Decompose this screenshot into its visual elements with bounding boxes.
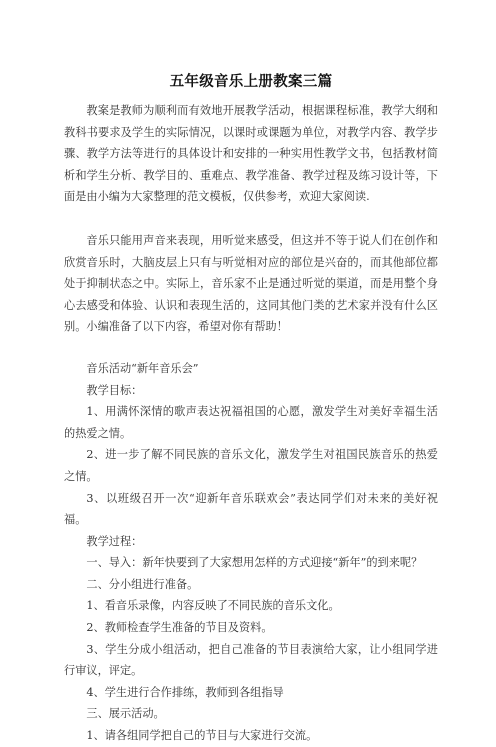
process-step: 三、展示活动。: [86, 707, 165, 721]
intro-paragraph-2: 音乐只能用声音来表现，用听觉来感受，但这并不等于说人们在创作和欣赏音乐时，大脑皮层上只有与听觉相对应的部位是兴奋的，而其他部位都处于抑制状态之中。实际上，音乐家不止是通过听觉的渠道，而是用整个身心去感受和体验、认识和表现生活的，这同其他门类的艺术家并没有什么区别。小编准备了以下内容，希望对你有帮助！: [64, 233, 438, 334]
process-step: 一、导入：新年快要到了大家想用怎样的方式迎接“新年”的到来呢？: [86, 556, 423, 570]
paragraph-gap: [64, 338, 438, 358]
document-title: 五年级音乐上册教案三篇: [169, 74, 333, 90]
paragraph-gap: [64, 208, 438, 230]
process-substep: 1、看音乐录像，内容反映了不同民族的音乐文化。: [86, 599, 340, 613]
goal-item: 2、进一步了解不同民族的音乐文化，激发学生对祖国民族音乐的热爱之情。: [64, 448, 438, 483]
process-substep: 4、学生进行合作排练，教师到各组指导: [86, 685, 284, 699]
process-substep: 3、学生分成小组活动，把自己准备的节目表演给大家，让小组同学进行审议，评定。: [64, 642, 438, 678]
intro-paragraph-1: 教案是教师为顺利而有效地开展教学活动，根据课程标准，教学大纲和教科书要求及学生的实际情况，以课时或课题为单位，对教学内容、教学步骤、教学方法等进行的具体设计和安排的一种实用性教学文书，包括教材简析和学生分析、教学目的、重难点、教学准备、教学过程及练习设计等，下面是由小编为大家整理的范文模板，仅供参考，欢迎大家阅读.: [64, 104, 438, 204]
process-substep: 1、请各组同学把自己的节目与大家进行交流。: [86, 729, 318, 743]
goals-heading: 教学目标：: [86, 383, 143, 397]
process-substep: 2、教师检查学生准备的节目及资料。: [86, 621, 273, 635]
process-step: 二、分小组进行准备。: [86, 577, 199, 591]
goal-item: 1、用满怀深情的歌声表达祝福祖国的心愿，激发学生对美好幸福生活的热爱之情。: [64, 405, 438, 440]
process-heading: 教学过程：: [86, 534, 143, 548]
goal-item: 3、以班级召开一次“迎新年音乐联欢会”表达同学们对未来的美好祝福。: [64, 491, 438, 527]
activity-title: 音乐活动“新年音乐会”: [86, 361, 199, 375]
